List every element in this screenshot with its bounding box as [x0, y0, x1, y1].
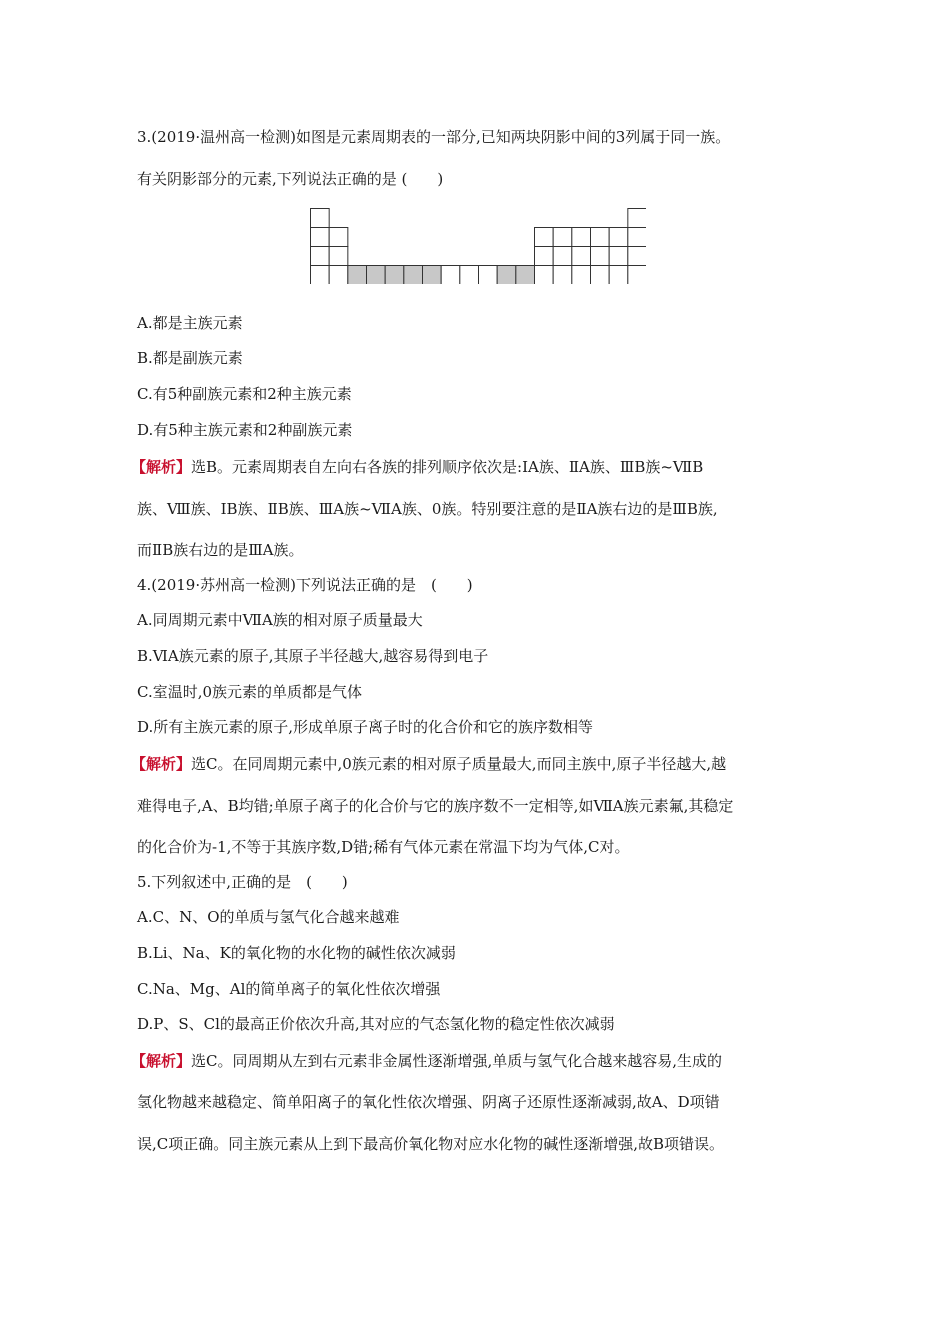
table-cell-shaded [385, 266, 404, 285]
table-cell-shaded [423, 266, 442, 285]
q3-analysis-tag: 【解析】 [131, 458, 192, 476]
table-cell [572, 228, 591, 247]
table-cell [311, 266, 330, 285]
q4-analysis-line-2: 难得电子,A、B均错;单原子离子的化合价与它的族序数不一定相等,如ⅦA族元素氟,其稳定 [137, 797, 734, 815]
q3-option-b: B.都是副族元素 [137, 349, 243, 367]
q5-option-d: D.P、S、Cl的最高正价依次升高,其对应的气态氢化物的稳定性依次减弱 [137, 1015, 615, 1033]
q4-option-a: A.同周期元素中ⅦA族的相对原子质量最大 [137, 611, 423, 629]
q4-option-b: B.ⅥA族元素的原子,其原子半径越大,越容易得到电子 [137, 647, 489, 665]
table-cell [460, 266, 479, 285]
table-cell [628, 209, 646, 228]
q5-option-c: C.Na、Mg、Al的简单离子的氧化性依次增强 [137, 980, 441, 998]
q3-analysis-line-1 [131, 457, 821, 477]
q3-analysis-line-3: 而ⅡB族右边的是ⅢA族。 [137, 541, 304, 559]
table-cell [609, 228, 628, 247]
table-cell [535, 247, 554, 266]
q5-analysis-line-3: 误,C项正确。同主族元素从上到下最高价氧化物对应水化物的碱性逐渐增强,故B项错误。 [137, 1135, 725, 1153]
table-cell [609, 247, 628, 266]
table-cell-shaded [516, 266, 535, 285]
table-cell [591, 228, 610, 247]
table-cell [311, 228, 330, 247]
q5-option-b: B.Li、Na、K的氧化物的水化物的碱性依次减弱 [137, 944, 456, 962]
table-cell [572, 266, 591, 285]
table-cell [535, 228, 554, 247]
table-cell [311, 247, 330, 266]
table-cell [329, 247, 348, 266]
table-cell [535, 266, 554, 285]
q4-analysis-text-1: 选C。在同周期元素中,0族元素的相对原子质量最大,而同主族中,原子半径越大,越 [191, 755, 727, 773]
table-cell [628, 247, 646, 266]
q3-option-c: C.有5种副族元素和2种主族元素 [137, 385, 352, 403]
q4-option-d: D.所有主族元素的原子,形成单原子离子时的化合价和它的族序数相等 [137, 718, 594, 736]
q3-option-a: A.都是主族元素 [137, 314, 243, 332]
q4-analysis-tag: 【解析】 [131, 755, 192, 773]
q4-analysis-line-3: 的化合价为-1,不等于其族序数,D错;稀有气体元素在常温下均为气体,C对。 [137, 838, 630, 856]
q3-analysis-line-2: 族、Ⅷ族、ⅠB族、ⅡB族、ⅢA族~ⅦA族、0族。特别要注意的是ⅡA族右边的是ⅢB族, [137, 500, 718, 518]
table-cell [609, 266, 628, 285]
q3-analysis-text-1: 选B。元素周期表自左向右各族的排列顺序依次是:ⅠA族、ⅡA族、ⅢB族~ⅦB [191, 458, 704, 476]
table-cell [311, 209, 330, 228]
table-cell [553, 247, 572, 266]
table-cell [479, 266, 498, 285]
q5-analysis-tag: 【解析】 [131, 1052, 192, 1070]
table-cell [329, 228, 348, 247]
q5-analysis-line-2: 氢化物越来越稳定、简单阳离子的氧化性依次增强、阴离子还原性逐渐减弱,故A、D项错 [137, 1093, 720, 1111]
table-cell-shaded [497, 266, 516, 285]
table-cell [591, 266, 610, 285]
q3-stem-line-2: 有关阴影部分的元素,下列说法正确的是 ( ) [137, 170, 444, 188]
q3-option-d: D.有5种主族元素和2种副族元素 [137, 421, 353, 439]
q4-option-c: C.室温时,0族元素的单质都是气体 [137, 683, 363, 701]
q5-option-a: A.C、N、O的单质与氢气化合越来越难 [137, 908, 400, 926]
q3-stem-line-1: 3.(2019·温州高一检测)如图是元素周期表的一部分,已知两块阴影中间的3列属于同一族。 [137, 128, 731, 146]
q4-analysis-line-1 [131, 754, 821, 774]
table-cell-shaded [367, 266, 386, 285]
table-cell [628, 266, 646, 285]
table-cell-shaded [404, 266, 423, 285]
periodic-table-figure [310, 208, 646, 284]
q4-stem-line-1: 4.(2019·苏州高一检测)下列说法正确的是 ( ) [137, 576, 473, 594]
q5-analysis-text-1: 选C。同周期从左到右元素非金属性逐渐增强,单质与氢气化合越来越容易,生成的 [191, 1052, 723, 1070]
q5-stem-line-1: 5.下列叙述中,正确的是 ( ) [137, 873, 348, 891]
table-cell [572, 247, 591, 266]
table-cell [591, 247, 610, 266]
table-cell-shaded [348, 266, 367, 285]
table-cell [329, 266, 348, 285]
table-cell [628, 228, 646, 247]
q5-analysis-line-1 [131, 1051, 821, 1071]
table-cell [441, 266, 460, 285]
table-cell [553, 228, 572, 247]
table-cell [553, 266, 572, 285]
